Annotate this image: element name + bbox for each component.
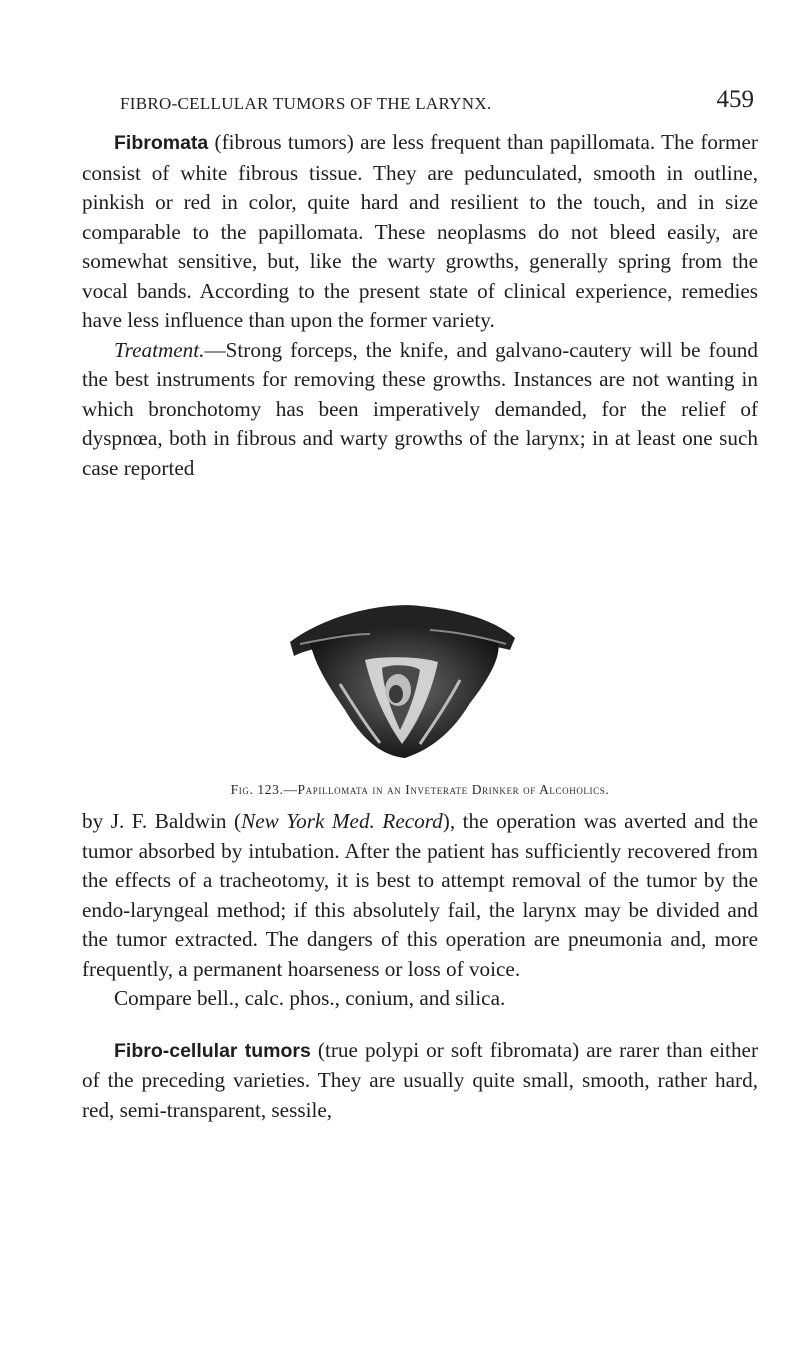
running-title: FIBRO-CELLULAR TUMORS OF THE LARYNX.	[120, 94, 492, 113]
paragraph-fibromata	[82, 128, 758, 336]
paragraph-spacer	[82, 1014, 758, 1036]
paragraph-fibro-cellular	[82, 1036, 758, 1126]
figure-laryngeal-illustration	[270, 598, 530, 774]
page-number: 459	[716, 86, 754, 113]
page-header	[82, 82, 756, 118]
paragraph-treatment-continued	[82, 807, 758, 984]
fibromata-text: (fibrous tumors) are less frequent than papillomata. The former consist of white fibrous tissue. They are pedunculated, smooth in outline, pinkish or red in color, quite hard and resilient to the touch, and in size comparable to the papillomata. These neoplasms do not bleed easily, are somewhat sensitive, but, like the warty growths, generally spring from the vocal bands. According to the present state of clinical experience, remedies have less influence than upon the former variety.	[82, 130, 758, 332]
treatment-text: —Strong forceps, the knife, and galvano-cautery will be found the best instruments for removing these growths. Instances are not wanting in which bronchotomy has been imperatively demanded, for the relief of dyspnœa, both in fibrous and warty growths of the larynx; in at least one such case reported	[82, 337, 758, 480]
term-fibro-cellular: Fibro-cellular tumors	[114, 1039, 311, 1062]
text-block-upper	[82, 128, 758, 483]
treatment-label: Treatment.	[114, 337, 205, 362]
paragraph-compare: Compare bell., calc. phos., conium, and silica.	[114, 986, 506, 1010]
treatment-continued-prefix: by J. F. Baldwin (	[82, 809, 242, 833]
larynx-illustration	[270, 598, 530, 774]
paragraph-treatment	[82, 336, 758, 484]
journal-title: New York Med. Record	[241, 809, 443, 833]
fibro-cellular-text: (true polypi or soft fibromata) are rarer than either of the preceding varieties. They are usually quite small, smooth, rather hard, red, semi-transparent, sessile,	[82, 1037, 758, 1122]
figure-caption: Fig. 123.—Papillomata in an Inveterate Drinker of Alcoholics.	[230, 782, 610, 797]
text-block-lower	[82, 807, 758, 1125]
term-fibromata: Fibromata	[114, 132, 209, 154]
treatment-continued-text: ), the operation was averted and the tumor absorbed by intubation. After the patient has sufficiently recovered from the effects of a tracheotomy, it is best to attempt removal of the tumor by the endo-laryngeal method; if this absolutely fail, the larynx may be divided and the tumor extracted. The dangers of this operation are pneumonia and, more frequently, a permanent hoarseness or loss of voice.	[82, 809, 758, 981]
